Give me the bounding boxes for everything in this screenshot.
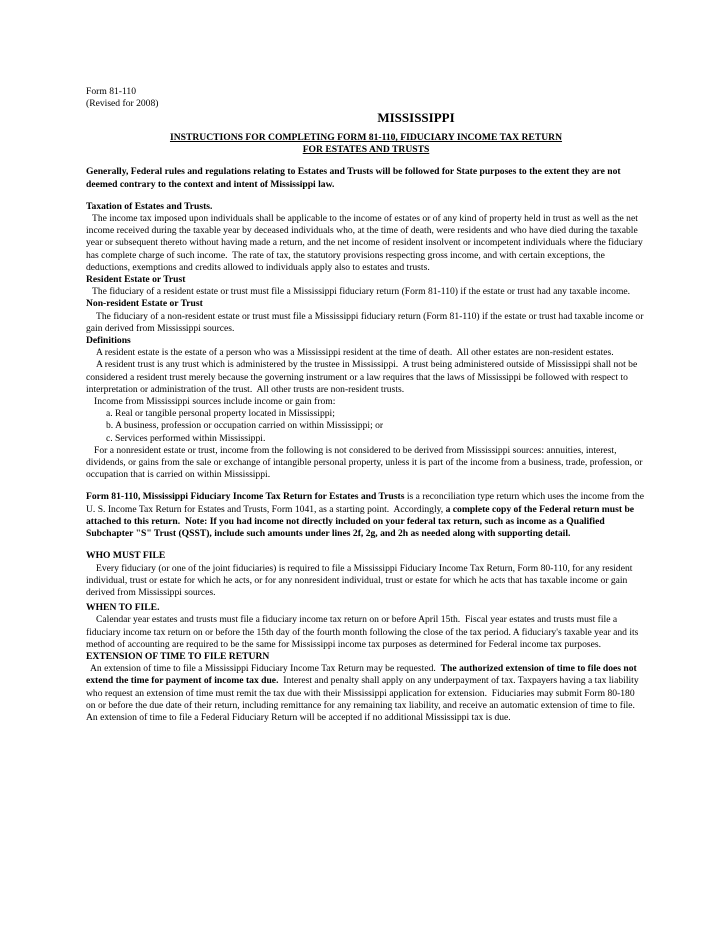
who-must-file-body: Every fiduciary (or one of the joint fiduciaries) is required to file a Mississippi Fiduciary Income Tax Return, Form 80-110, for any resident individual, trust or estate for which he acts, or for any nonresident individual, trust or estate for which he acts that has taxable income or gain derived from Mississippi sources.	[86, 562, 635, 598]
extension-text2: Interest and penalty shall apply on any underpayment of tax. Taxpayers having a tax liability who request an extension of time must remit the tax due with their Mississippi application for extension. Fiduciaries may submit Form 80-180 on or before the due date of their return, including remittance for any remaining tax liability, and receive an automatic extension of time to file. An extension of time to file a Federal Fiduciary Return will be accepted if no additional Mississippi tax is due.	[86, 675, 642, 723]
extension-paragraph	[86, 663, 646, 724]
definition-income-from: Income from Mississippi sources include income or gain from:	[94, 396, 336, 408]
definition-resident-trust: A resident trust is any trust which is administered by the trustee in Mississippi. A trust being administered outside of Mississippi shall not be considered a resident trust merely because the governing instrument or a law requires that the laws of Mississippi be followed with respect to interpretation or administration of the trust. All other trusts are non-resident trusts.	[86, 359, 640, 395]
instructions-title-line1: INSTRUCTIONS FOR COMPLETING FORM 81-110, FIDUCIARY INCOME TAX RETURN	[169, 132, 563, 144]
when-to-file-body: Calendar year estates and trusts must file a fiduciary income tax return on or before April 15th. Fiscal year estates and trusts must file a fiduciary income tax return on or before the 15th day of the fourth month following the close of the tax period. A fiduciary's taxable year and its method of accounting are required to be the same for Mississippi income tax purposes as determined for Federal income tax purposes.	[86, 614, 641, 650]
resident-body: The fiduciary of a resident estate or trust must file a Mississippi fiduciary return (Form 81-110) if the estate or trust had any taxable income.	[92, 286, 631, 298]
instructions-title-line2: FOR ESTATES AND TRUSTS	[302, 144, 430, 156]
extension-bold: The authorized extension of time to file does not extend the time for payment of income tax due.	[86, 663, 640, 687]
definition-nonresident-note: For a nonresident estate or trust, income from the following is not considered to be derived from Mississippi sources: annuities, interest, dividends, or gains from the sale or exchange of intangible personal property, unless it is part of the income from a business, trade, profession, or occupation that is carried on within Mississippi.	[86, 444, 645, 481]
nonresident-heading: Non-resident Estate or Trust	[86, 298, 203, 310]
resident-heading: Resident Estate or Trust	[86, 274, 186, 286]
document-page	[86, 86, 646, 724]
state-title: MISSISSIPPI	[377, 110, 455, 126]
taxation-body: The income tax imposed upon individuals shall be applicable to the income of estates or of any kind of property held in trust as well as the net income received during the taxable year by deceased individuals who, at the time of death, were residents and who have died during the taxable year or subsequent thereto without having made a return, and the net income of resident insolvent or incompetent individuals where the fiduciary has complete charge of such income. The rate of tax, the statutory provisions respecting gross income, and with certain exceptions, the deductions, exemptions and credits allowed to individuals apply also to estates and trusts.	[86, 213, 646, 273]
form-number: Form 81-110	[86, 86, 137, 97]
extension-text1: An extension of time to file a Mississippi Fiduciary Income Tax Return may be requested.	[90, 663, 441, 675]
nonresident-body: The fiduciary of a non-resident estate or trust must file a Mississippi fiduciary return (Form 81-110) if the estate or trust had taxable income or gain derived from Mississippi sources.	[86, 310, 646, 334]
extension-heading: EXTENSION OF TIME TO FILE RETURN	[86, 650, 270, 662]
definition-resident-estate: A resident estate is the estate of a person who was a Mississippi resident at the time of death. All other estates are non-resident estates.	[96, 347, 614, 359]
definition-item-b: b. A business, profession or occupation carried on within Mississippi; or	[106, 420, 384, 432]
definitions-heading: Definitions	[86, 335, 131, 347]
who-must-file-heading: WHO MUST FILE	[86, 550, 166, 562]
taxation-heading: Taxation of Estates and Trusts.	[86, 200, 213, 212]
form-section-text: is a reconciliation type return which uses the income from the U. S. Income Tax Return for Estates and Trusts, Form 1041, as a starting point. Accordingly,	[86, 491, 647, 515]
definition-item-c: c. Services performed within Mississippi.	[106, 432, 266, 444]
instructions-title	[86, 132, 646, 156]
form-section-paragraph	[86, 491, 646, 540]
revision-note: (Revised for 2008)	[86, 98, 159, 110]
form-section-lead: Form 81-110, Mississippi Fiduciary Income Tax Return for Estates and Trusts	[86, 491, 405, 503]
definition-item-a: a. Real or tangible personal property located in Mississippi;	[106, 408, 335, 420]
intro-paragraph: Generally, Federal rules and regulations relating to Estates and Trusts will be followed for State purposes to the extent they are not deemed contrary to the context and intent of Mississippi law.	[86, 166, 623, 190]
form-section-note: a complete copy of the Federal return must be attached to this return. Note: If you had income not directly included on your federal tax return, such as income as a Qualified Subchapter "S" Trust (QSST), include such amounts under lines 2f, 2g, and 2h as needed along with supporting detail.	[86, 503, 637, 540]
when-to-file-heading: WHEN TO FILE.	[86, 602, 160, 614]
